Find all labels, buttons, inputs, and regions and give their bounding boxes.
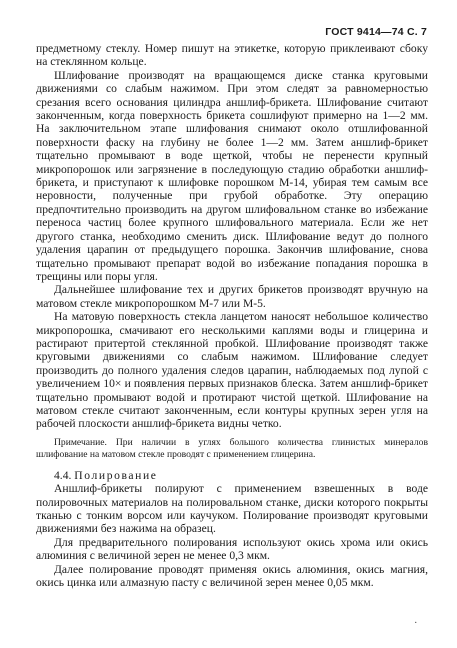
paragraph-pre-polishing: Для предварительного полирования используют окись хрома или окись алюминия с величиной зерен не менее 0,3 мкм. [36,535,428,563]
paragraph-matte-glass: На матовую поверхность стекла ланцетом наносят небольшое количество микропорошка, смачивают его несколькими каплями воды и глицерина и растирают притертой стеклянной пробкой. Шлифование производят также круговыми движениями со слабым нажимом. Шлифование следует производить до полного удаления следов царапин, наблюдаемых под лупой с увеличением 10× и появления первых признаков блеска. Затем аншлиф-брикет тщательно промывают водой и протирают чистой щеткой. Шлифование на матовом стекле считают законченным, если контуры крупных зерен угля на рабочей плоскости аншлиф-брикета видны четко. [36,310,428,431]
section-heading [36,469,428,482]
section-number: 4.4. [54,468,72,482]
page-header: ГОСТ 9414—74 С. 7 [325,26,427,38]
corner-mark: . [414,615,417,626]
paragraph-polishing: Аншлиф-брикеты полируют с применением взвешенных в воде полировочных материалов на полировальном станке, диски которого покрыты тканью с тонким ворсом или каучуком. Полирование производят круговыми движениями без нажима на образец. [36,482,428,536]
paragraph-further-grinding: Дальнейшее шлифование тех и других брикетов производят вручную на матовом стекле микропорошком М-7 или М-5. [36,283,428,310]
paragraph-grinding: Шлифование производят на вращающемся диске станка круговыми движениями со слабым нажимом. При этом следят за равномерностью срезания всего основания цилиндра аншлиф-брикета. Шлифование считают законченным, когда поверхность брикета сошлифуют примерно на 1—2 мм. На заключительном этапе шлифования снимают около отшлифованной поверхности фаску на глубину не более 1—2 мм. Затем аншлиф-брикет тщательно промывают в воде щеткой, чтобы не перенести крупный микропорошок или загрязнение в последующую стадию обработки аншлиф-брикета, и приступают к шлифовке порошком М-14, убирая тем самым все неровности, полученные при грубой обработке. Эту операцию предпочтительно производить на другом шлифовальном станке во избежание переноса частиц более крупного шлифовального материала. Если же нет другого станка, необходимо сменить диск. Шлифование ведут до полного удаления царапин от предыдущего порошка. Закончив шлифование, снова тщательно промывают препарат водой во избежание попадания порошка в трещины или поры угля. [36,68,428,283]
note: Примечание. При наличии в углях большого количества глинистых минералов шлифование на матовом стекле проводят с применением глицерина. [36,436,428,460]
document-body [36,42,428,589]
paragraph-continuation: предметному стеклу. Номер пишут на этикетке, которую приклеивают сбоку на стеклянном кольце. [36,42,428,69]
section-title: Полирование [74,468,158,482]
paragraph-final-polishing: Далее полирование проводят применяя окись алюминия, окись магния, окись цинка или алмазную пасту с величиной зерен менее 0,05 мкм. [36,562,428,590]
